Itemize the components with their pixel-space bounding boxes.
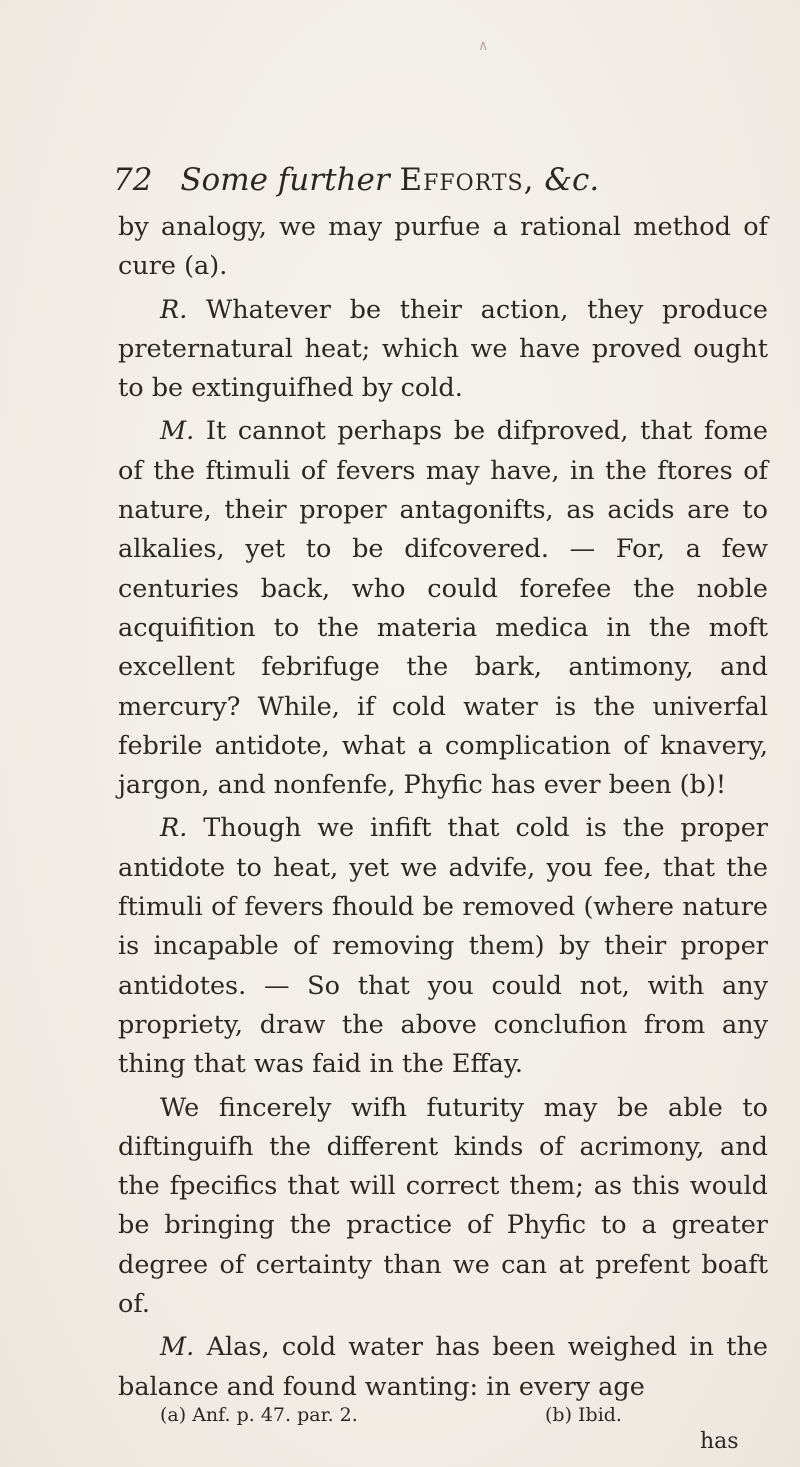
running-head-etc: &c. [544,162,600,198]
paragraph [118,1328,768,1407]
speaker-label: R. [160,294,188,325]
paragraph [118,208,768,287]
speaker-label: M. [160,416,195,447]
speaker-label: M. [160,1332,195,1363]
paragraph [118,1089,768,1325]
footnote-a: (a) Anf. p. 47. par. 2. [160,1404,358,1426]
stray-mark: ∧ [478,38,489,54]
running-head [113,160,599,200]
speaker-label: R. [160,813,188,844]
paragraph-text: We fincerely wifh futurity may be able to diftinguifh the different kinds of acrimony, and the fpecifics that will correct them; as this would be bringing the practice of Phyfic to a greater degree of certainty than we can at prefent boaft of. [118,1092,768,1320]
running-head-caps: Efforts, [399,162,535,198]
paragraph-text: Whatever be their action, they produce preternatural heat; which we have proved ought to be extinguifhed by cold. [118,294,768,404]
paragraph-text: It cannot perhaps be difproved, that fome of the ftimuli of fevers may have, in the ftores of nature, their proper antagonifts, as acids are to alkalies, yet to be difcovered. — For, a few centuries back, who could forefee the noble acquifition to the materia medica in the moft excellent febrifuge the bark, antimony, and mercury? While, if cold water is the univerfal febrile antidote, what a complication of knavery, jargon, and nonfenfe, Phyfic has ever been (b)! [118,416,768,801]
page-number: 72 [113,162,153,198]
footnote-b: (b) Ibid. [545,1404,622,1426]
paragraph [118,291,768,409]
paragraph [118,809,768,1084]
paragraph [118,412,768,805]
paragraph-text: Though we infift that cold is the proper antidote to heat, yet we advife, you fee, that the ftimuli of fevers fhould be removed (where nature is incapable of removing them) by their proper antidotes. — So that you could not, with any propriety, draw the above conclufion from any thing that was faid in the Effay. [118,813,768,1080]
paragraph-text: by analogy, we may purfue a rational method of cure (a). [118,212,768,282]
running-head-italic: Some further [180,162,390,198]
body-text [118,208,768,1407]
catchword: has [700,1429,739,1454]
paragraph-text: Alas, cold water has been weighed in the balance and found wanting: in every age [118,1332,768,1402]
